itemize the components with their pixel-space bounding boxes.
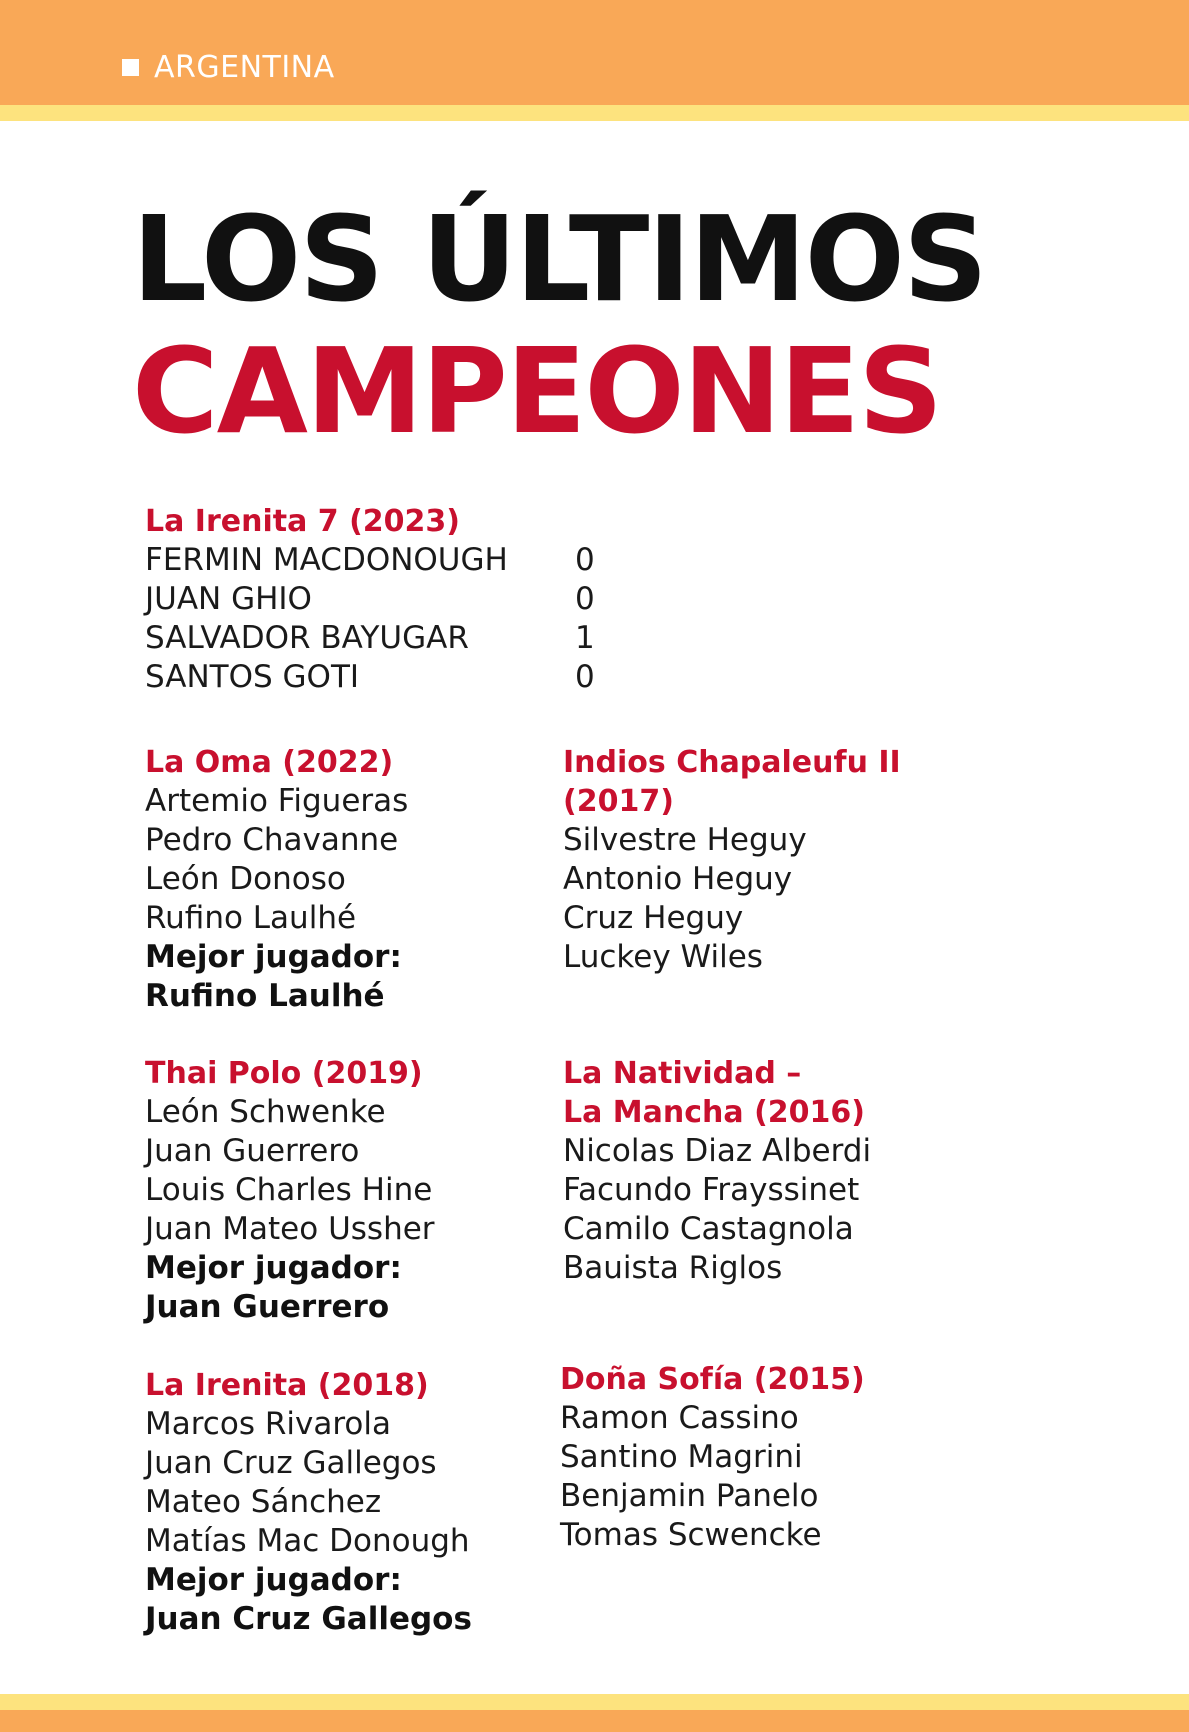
player-name: Cruz Heguy: [563, 900, 744, 936]
player-name: Benjamin Panelo: [560, 1478, 819, 1514]
team-name-year: (2017): [563, 784, 674, 819]
score-player-name: JUAN GHIO: [145, 581, 312, 617]
footer-band: [0, 1710, 1189, 1732]
section-tag: [122, 47, 335, 87]
team-block-indios-chapaleufu: [563, 743, 901, 977]
player-name: Nicolas Diaz Alberdi: [563, 1133, 872, 1169]
page-title: [132, 190, 986, 460]
best-player-name: Rufino Laulhé: [145, 978, 385, 1014]
title-line-2: CAMPEONES: [132, 322, 942, 460]
score-player-name: SANTOS GOTI: [145, 659, 360, 695]
player-name: Luckey Wiles: [563, 939, 763, 975]
player-name: Mateo Sánchez: [145, 1484, 382, 1520]
player-name: Silvestre Heguy: [563, 822, 807, 858]
player-name: Tomas Scwencke: [560, 1517, 822, 1553]
team-name: La Natividad –: [563, 1056, 802, 1091]
team-name: La Irenita (2018): [145, 1368, 429, 1403]
footer-stripe: [0, 1694, 1189, 1710]
score-value: 0: [575, 542, 595, 578]
team-block-la-oma: [145, 743, 408, 1016]
player-name: Santino Magrini: [560, 1439, 803, 1475]
team-block-dona-sofia: [560, 1360, 865, 1555]
best-player-label: Mejor jugador:: [145, 1250, 402, 1286]
best-player-label: Mejor jugador:: [145, 1562, 402, 1598]
team-block-thai-polo: [145, 1054, 435, 1327]
team-block-la-irenita: [145, 1366, 472, 1639]
score-row: [145, 658, 605, 697]
best-player-name: Juan Cruz Gallegos: [145, 1601, 472, 1637]
best-player-label: Mejor jugador:: [145, 939, 402, 975]
featured-team-name: La Irenita 7 (2023): [145, 504, 461, 539]
featured-team-block: [145, 502, 605, 697]
score-player-name: SALVADOR BAYUGAR: [145, 620, 469, 656]
player-name: Rufino Laulhé: [145, 900, 357, 936]
score-value: 0: [575, 659, 595, 695]
player-name: León Donoso: [145, 861, 346, 897]
score-row: [145, 580, 605, 619]
team-block-la-natividad: [563, 1054, 871, 1288]
team-name: Doña Sofía (2015): [560, 1362, 865, 1397]
team-name: La Oma (2022): [145, 745, 394, 780]
team-name: Thai Polo (2019): [145, 1056, 423, 1091]
score-player-name: FERMIN MACDONOUGH: [145, 542, 508, 578]
score-value: 0: [575, 581, 595, 617]
header-stripe: [0, 105, 1189, 121]
score-row: [145, 619, 605, 658]
player-name: Facundo Frayssinet: [563, 1172, 860, 1208]
player-name: Ramon Cassino: [560, 1400, 799, 1436]
square-bullet-icon: [122, 59, 139, 76]
player-name: Camilo Castagnola: [563, 1211, 854, 1247]
section-label: ARGENTINA: [154, 49, 335, 85]
player-name: Artemio Figueras: [145, 783, 409, 819]
player-name: Juan Mateo Ussher: [145, 1211, 435, 1247]
player-name: Pedro Chavanne: [145, 822, 399, 858]
player-name: Louis Charles Hine: [145, 1172, 433, 1208]
best-player-name: Juan Guerrero: [145, 1289, 390, 1325]
score-value: 1: [575, 620, 595, 656]
score-row: [145, 541, 605, 580]
player-name: Juan Guerrero: [145, 1133, 360, 1169]
player-name: Bauista Riglos: [563, 1250, 783, 1286]
team-name: Indios Chapaleufu II: [563, 745, 901, 780]
player-name: Matías Mac Donough: [145, 1523, 470, 1559]
player-name: Juan Cruz Gallegos: [145, 1445, 437, 1481]
title-line-1: LOS ÚLTIMOS: [132, 190, 986, 328]
player-name: León Schwenke: [145, 1094, 386, 1130]
player-name: Antonio Heguy: [563, 861, 793, 897]
team-name-year: La Mancha (2016): [563, 1095, 866, 1130]
player-name: Marcos Rivarola: [145, 1406, 391, 1442]
